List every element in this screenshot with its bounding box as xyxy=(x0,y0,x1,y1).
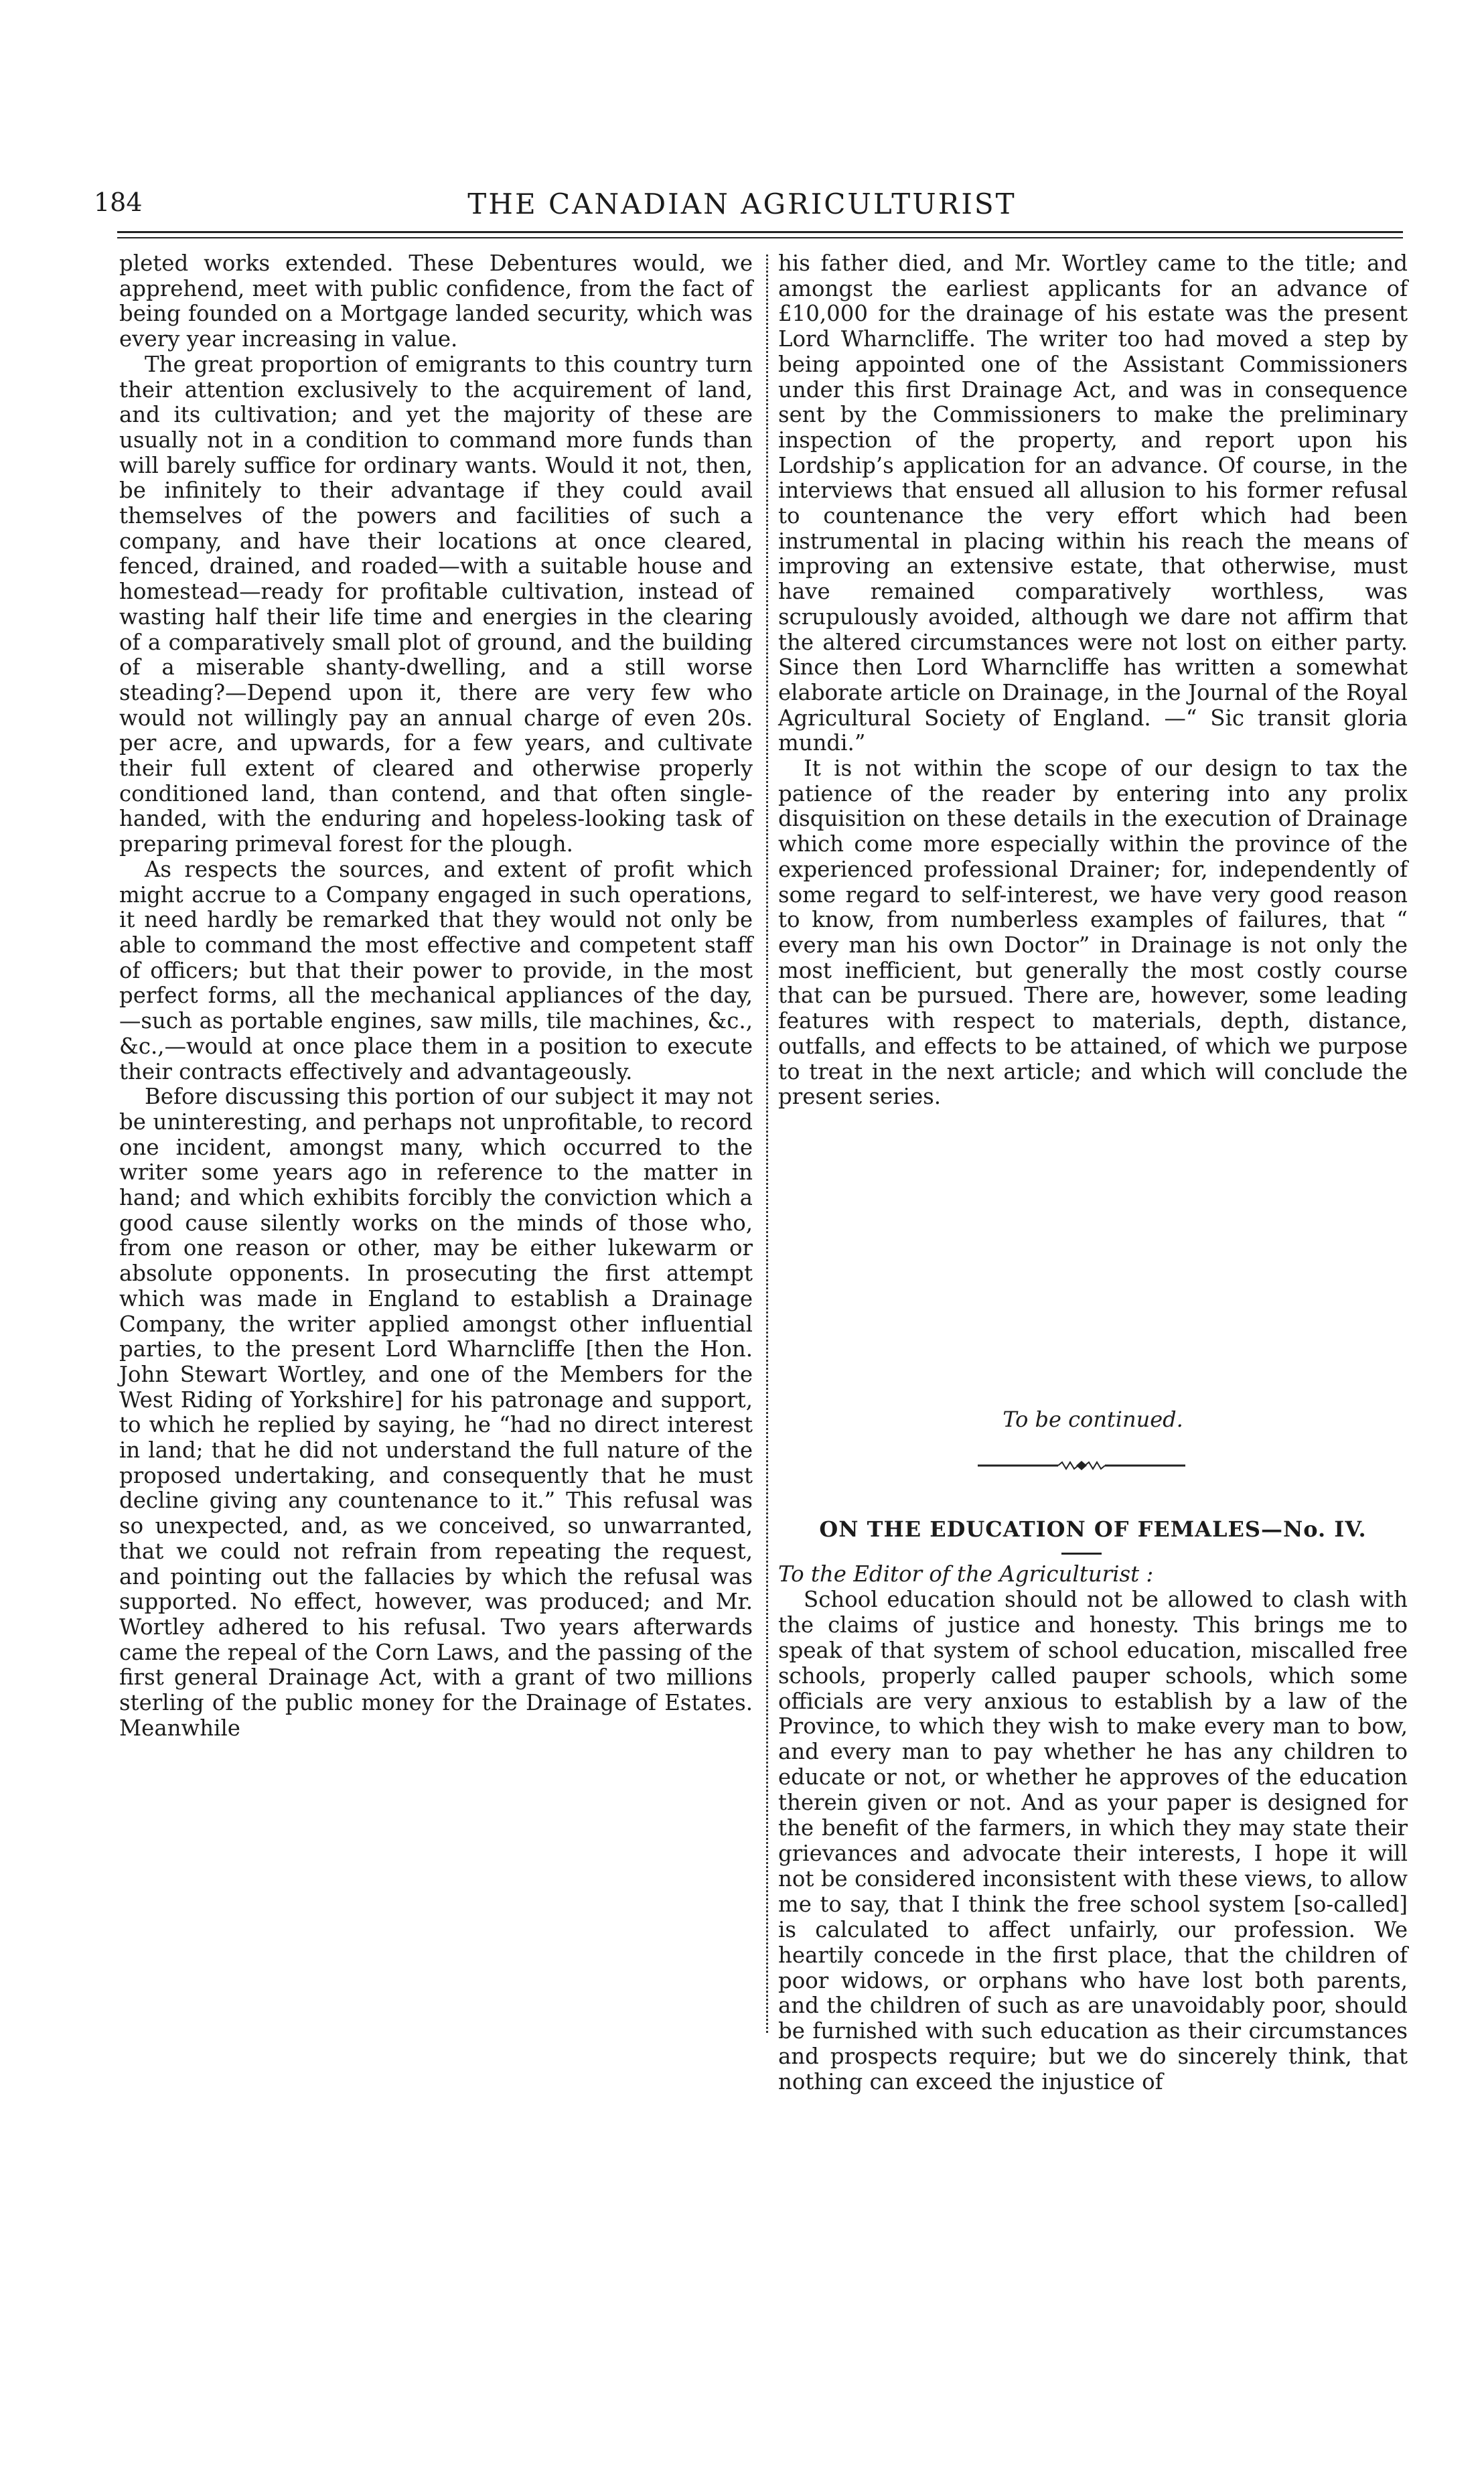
right-column xyxy=(778,251,1408,1110)
paragraph: Before discussing this portion of our subject it may not be uninteresting, and perhaps not unprofitable, to record one incident, amongst many, which occurred to the writer some years ago in reference to the matter in hand; and which exhibits forcibly the conviction which a good cause silently works on the minds of those who, from one reason or other, may be either lukewarm or absolute opponents. In prosecuting the first attempt which was made in England to establish a Drainage Company, the writer applied amongst other influential parties, to the present Lord Wharncliffe [then the Hon. John Stewart Wortley, and one of the Members for the West Riding of Yorkshire] for his patronage and support, to which he replied by saying, he “had no direct interest in land; that he did not understand the full nature of the proposed undertaking, and consequently that he must decline giving any countenance to it.” This refusal was so unexpected, and, as we conceived, so unwarranted, that we could not refrain from repeating the request, and pointing out the fallacies by which the refusal was supported. No effect, however, was produced; and Mr. Wortley adhered to his refusal. Two years afterwards came the repeal of the Corn Laws, and the passing of the first general Drainage Act, with a grant of two millions sterling of the public money for the Drainage of Estates. Meanwhile xyxy=(119,1084,753,1741)
ornamental-rule-icon xyxy=(978,1460,1185,1471)
paragraph: his father died, and Mr. Wortley came to the title; and amongst the earliest applicants for an advance of £10,000 for the drainage of his estate was the present Lord Wharncliffe. The writer too had moved a step by being appointed one of the Assistant Commissioners under this first Drainage Act, and was in consequence sent by the Commissioners to make the preliminary inspection of the property, and report upon his Lordship’s application for an advance. Of course, in the interviews that ensued all allusion to his former refusal to countenance the very effort which had been instrumental in placing within his reach the means of improving an extensive estate, that otherwise, must have remained comparatively worthless, was scrupulously avoided, although we dare not affirm that the altered circumstances were not lost on either party. Since then Lord Wharncliffe has written a somewhat elaborate article on Drainage, in the Journal of the Royal Agricultural Society of England. —“ Sic transit gloria mundi.” xyxy=(778,251,1408,756)
heading-rule xyxy=(1061,1553,1102,1555)
header-rule xyxy=(117,231,1403,238)
paragraph: As respects the sources, and extent of profit which might accrue to a Company engaged in such operations, it need hardly be remarked that they would not only be able to command the most effective and competent staff of officers; but that their power to provide, in the most perfect forms, all the mechanical appliances of the day, —such as portable engines, saw mills, tile machines, &c., &c.,—would at once place them in a position to execute their contracts effectively and advantageously. xyxy=(119,856,753,1084)
page-number: 184 xyxy=(94,188,143,217)
paragraph: The great proportion of emigrants to this country turn their attention exclusively to the acquirement of land, and its cultivation; and yet the majority of these are usually not in a condition to command more funds than will barely suffice for ordinary wants. Would it not, then, be infinitely to their advantage if they could avail themselves of the powers and facilities of such a company, and have their locations at once cleared, fenced, drained, and roaded—with a suitable house and homestead—ready for profitable cultivation, instead of wasting half their life time and energies in the clearing of a comparatively small plot of ground, and the building of a miserable shanty-dwelling, and a still worse steading?—Depend upon it, there are very few who would not willingly pay an annual charge of even 20s. per acre, and upwards, for a few years, and cultivate their full extent of cleared and otherwise properly conditioned land, than contend, and that often single-handed, with the enduring and hopeless-looking task of preparing primeval forest for the plough. xyxy=(119,351,753,857)
paragraph: pleted works extended. These Debentures would, we apprehend, meet with public confidence, from the fact of being founded on a Mortgage landed security, which was every year increasing in value. xyxy=(119,251,753,352)
letter-body xyxy=(778,1562,1408,2095)
left-column xyxy=(119,251,753,1741)
paragraph: School education should not be allowed to clash with the claims of justice and honesty. This brings me to speak of that system of school education, miscalled free schools, properly called pauper schools, which some officials are very anxious to establish by a law of the Province, to which they wish to make every man to bow, and every man to pay whether he has any children to educate or not, or whether he approves of the education therein given or not. And as your paper is designed for the benefit of the farmers, in which they may state their grievances and advocate their interests, I hope it will not be considered inconsistent with these views, to allow me to say, that I think the free school system [so-called] is calculated to affect unfairly, our profession. We heartily concede in the first place, that the children of poor widows, or orphans who have lost both parents, and the children of such as are unavoidably poor, should be furnished with such education as their circumstances and prospects require; but we do sincerely think, that nothing can exceed the injustice of xyxy=(778,1586,1408,2095)
to-be-continued: To be continued. xyxy=(1003,1407,1183,1432)
section-heading: ON THE EDUCATION OF FEMALES—No. IV. xyxy=(819,1516,1367,1542)
salutation: To the Editor of the Agriculturist : xyxy=(778,1561,1154,1587)
column-divider xyxy=(766,255,768,2033)
running-title: THE CANADIAN AGRICULTURIST xyxy=(467,188,1017,220)
paragraph: It is not within the scope of our design to tax the patience of the reader by entering into any prolix disquisition on these details in the execution of Drainage which come more especially within the province of the experienced professional Drainer; for, independently of some regard to self-interest, we have very good reason to know, from numberless examples of failures, that “ every man his own Doctor” in Drainage is not only the most inefficient, but generally the most costly course that can be pursued. There are, however, some leading features with respect to materials, depth, distance, outfalls, and effects to be attained, of which we purpose to treat in the next article; and which will conclude the present series. xyxy=(778,756,1408,1110)
